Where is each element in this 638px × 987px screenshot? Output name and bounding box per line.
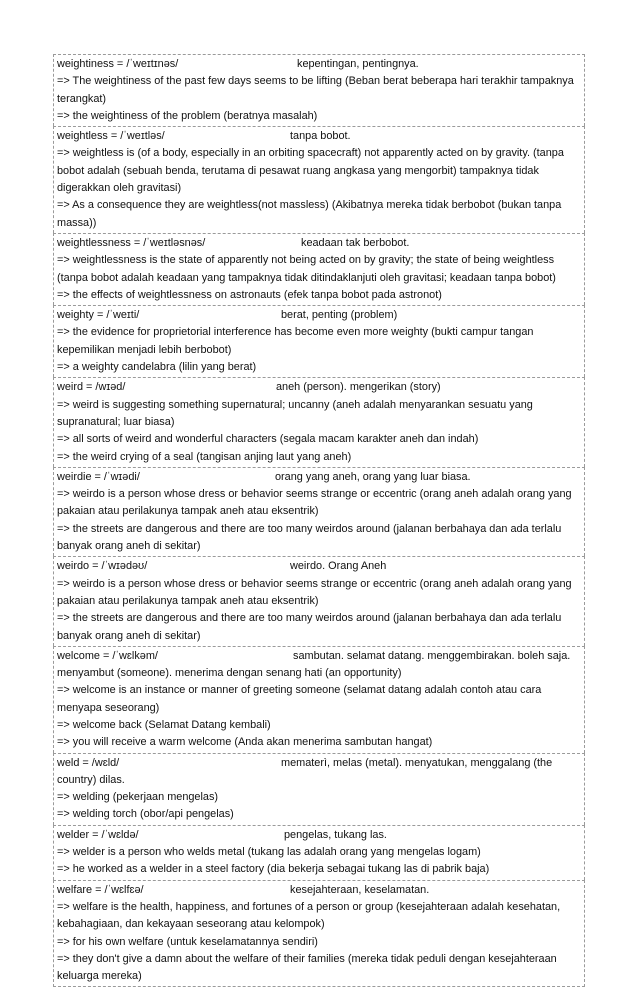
entry-header bbox=[57, 648, 581, 665]
definition: kesejahteraan, keselamatan. bbox=[290, 883, 430, 896]
example-line: => for his own welfare (untuk keselamatannya sendiri) bbox=[57, 935, 318, 948]
definition: mematerì, melas (metal). menyatukan, menggalang (the bbox=[281, 756, 553, 769]
entry-header bbox=[57, 882, 581, 899]
example-line: => the streets are dangerous and there are too many weirdos around (jalanan berbahaya dan ada terlalu bbox=[57, 522, 562, 535]
example-line: supranatural; luar biasa) bbox=[57, 415, 175, 428]
dictionary-page bbox=[53, 54, 585, 987]
dictionary-entry bbox=[53, 467, 585, 556]
headword: welfare = /ˈwɛlfɛə/ bbox=[57, 883, 144, 896]
example-line: => welder is a person who welds metal (tukang las adalah orang yang mengelas logam) bbox=[57, 846, 481, 859]
example-line: => welcome is an instance or manner of greeting someone (selamat datang adalah contoh atau cara bbox=[57, 684, 542, 697]
example-line: => weirdo is a person whose dress or behavior seems strange or eccentric (orang aneh adalah orang yang bbox=[57, 488, 572, 501]
example-line: => the effects of weightlessness on astronauts (efek tanpa bobot pada astronot) bbox=[57, 288, 442, 301]
dictionary-entry bbox=[53, 646, 585, 753]
definition: orang yang aneh, orang yang luar biasa. bbox=[275, 470, 471, 483]
example-line: pakaian atau perilakunya tampak aneh atau eksentrik) bbox=[57, 594, 319, 607]
definition: berat, penting (problem) bbox=[281, 309, 398, 322]
example-line: => welding torch (obor/api pengelas) bbox=[57, 808, 234, 821]
headword: weirdo = /ˈwɪədəʊ/ bbox=[57, 560, 148, 573]
example-line: => welfare is the health, happiness, and fortunes of a person or group (kesejahteraan adalah kesehatan, bbox=[57, 900, 561, 913]
example-line: => the streets are dangerous and there are too many weirdos around (jalanan berbahaya dan ada terlalu bbox=[57, 612, 562, 625]
entry-header bbox=[57, 827, 581, 844]
example-line: => As a consequence they are weightless(not massless) (Akibatnya mereka tidak berbobot (bukan tanpa bbox=[57, 199, 562, 212]
headword: weird = /wɪəd/ bbox=[57, 381, 126, 394]
headword: welder = /ˈwɛldə/ bbox=[57, 828, 139, 841]
example-line: menyapa seseorang) bbox=[57, 701, 160, 714]
example-line: => weird is suggesting something supernatural; uncanny (aneh adalah menyarankan sesuatu yang bbox=[57, 398, 533, 411]
definition: tanpa bobot. bbox=[290, 130, 351, 143]
example-line: => you will receive a warm welcome (Anda akan menerima sambutan hangat) bbox=[57, 736, 433, 749]
dictionary-entry bbox=[53, 126, 585, 233]
headword: welcome = /ˈwɛlkəm/ bbox=[57, 649, 158, 662]
example-line: => weirdo is a person whose dress or behavior seems strange or eccentric (orang aneh adalah orang yang bbox=[57, 577, 572, 590]
example-line: => they don't give a damn about the welfare of their families (mereka tidak peduli dengan kesejahteraan bbox=[57, 952, 557, 965]
example-line: => all sorts of weird and wonderful characters (segala macam karakter aneh dan indah) bbox=[57, 433, 479, 446]
example-line: pakaian atau perilakunya tampak aneh atau eksentrik) bbox=[57, 505, 319, 518]
example-line: bobot adalah (sebuah benda, terutama di pesawat ruang angkasa yang mengorbit) tampaknya tidak bbox=[57, 164, 539, 177]
entry-header bbox=[57, 235, 581, 252]
example-line: => the evidence for proprietorial interference has become even more weighty (bukti campur tangan bbox=[57, 326, 534, 339]
dictionary-entry bbox=[53, 825, 585, 880]
headword: weightless = /ˈweɪtləs/ bbox=[57, 130, 165, 143]
entry-header bbox=[57, 307, 581, 324]
dictionary-entry bbox=[53, 54, 585, 126]
example-line: country) dilas. bbox=[57, 773, 125, 786]
example-line: digerakkan oleh gravitasi) bbox=[57, 182, 182, 195]
entry-header bbox=[57, 558, 581, 575]
definition: kepentingan, pentingnya. bbox=[297, 58, 419, 70]
example-line: => The weightiness of the past few days seems to be lifting (Beban berat beberapa hari terakhir tampaknya bbox=[57, 75, 574, 88]
example-line: => he worked as a welder in a steel factory (dia bekerja sebagai tukang las di pabrik baja) bbox=[57, 863, 490, 876]
example-line: terangkat) bbox=[57, 92, 107, 105]
dictionary-entry bbox=[53, 753, 585, 825]
headword: weightiness = /ˈweɪtɪnəs/ bbox=[57, 58, 179, 70]
headword: weirdie = /ˈwɪədi/ bbox=[57, 470, 140, 483]
example-line: keluarga mereka) bbox=[57, 970, 142, 983]
example-line: massa)) bbox=[57, 216, 97, 229]
example-line: => welcome back (Selamat Datang kembali) bbox=[57, 718, 271, 731]
example-line: => the weightiness of the problem (beratnya masalah) bbox=[57, 109, 318, 122]
definition: pengelas, tukang las. bbox=[284, 828, 387, 841]
example-line: menyambut (someone). menerima dengan senang hati (an opportunity) bbox=[57, 667, 402, 680]
entry-header bbox=[57, 128, 581, 145]
entry-header bbox=[57, 379, 581, 396]
example-line: kepemilikan menjadi lebih berbobot) bbox=[57, 343, 232, 356]
definition: weirdo. Orang Aneh bbox=[290, 560, 387, 573]
headword: weighty = /ˈweɪti/ bbox=[57, 309, 140, 322]
example-line: kebahagiaan, dan kekayaan seseorang atau kelompok) bbox=[57, 918, 325, 931]
dictionary-entry bbox=[53, 880, 585, 987]
example-line: banyak orang aneh di sekitar) bbox=[57, 540, 201, 553]
entry-header bbox=[57, 755, 581, 772]
entry-header bbox=[57, 469, 581, 486]
example-line: => a weighty candelabra (lilin yang berat) bbox=[57, 361, 257, 374]
example-line: => weightlessness is the state of apparently not being acted on by gravity; the state of being weightless bbox=[57, 254, 555, 267]
dictionary-entry bbox=[53, 556, 585, 645]
headword: weld = /wɛld/ bbox=[57, 756, 120, 769]
entry-header bbox=[57, 56, 581, 73]
dictionary-entry bbox=[53, 233, 585, 305]
example-line: => welding (pekerjaan mengelas) bbox=[57, 791, 219, 804]
example-line: => weightless is (of a body, especially in an orbiting spacecraft) not apparently acted on by gravity. (tanpa bbox=[57, 147, 564, 160]
example-line: banyak orang aneh di sekitar) bbox=[57, 629, 201, 642]
example-line: => the weird crying of a seal (tangisan anjing laut yang aneh) bbox=[57, 450, 352, 463]
dictionary-entry bbox=[53, 377, 585, 466]
headword: weightlessness = /ˈweɪtləsnəs/ bbox=[57, 236, 206, 249]
dictionary-entry bbox=[53, 305, 585, 377]
definition: sambutan. selamat datang. menggembirakan. boleh saja. bbox=[293, 649, 571, 662]
definition: aneh (person). mengerikan (story) bbox=[276, 381, 441, 394]
definition: keadaan tak berbobot. bbox=[301, 236, 410, 249]
example-line: (tanpa bobot adalah keadaan yang tampaknya tidak ditindaklanjuti oleh gravitasi; keadaan tanpa bobot) bbox=[57, 271, 556, 284]
